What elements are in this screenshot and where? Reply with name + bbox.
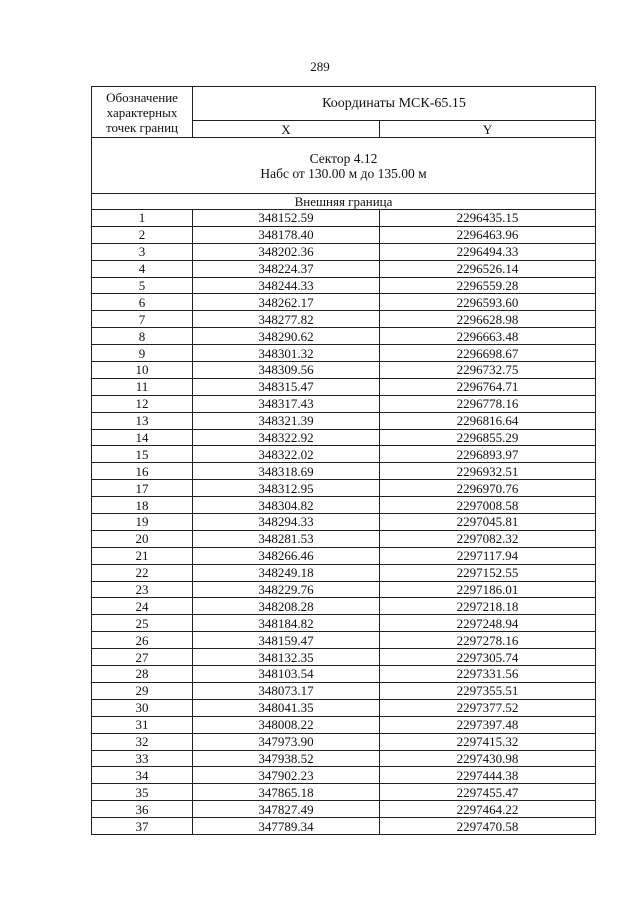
table-row: [92, 311, 596, 328]
table-row: [92, 581, 596, 598]
point-number-cell: 2: [92, 226, 193, 243]
point-number-cell: 18: [92, 497, 193, 514]
point-number-cell: 12: [92, 395, 193, 412]
point-number-cell: 16: [92, 463, 193, 480]
point-number-cell: 24: [92, 598, 193, 615]
x-coordinate-cell: 348184.82: [193, 615, 380, 632]
point-number-cell: 13: [92, 412, 193, 429]
y-coordinate-cell: 2297377.52: [380, 699, 596, 716]
point-number-cell: 27: [92, 649, 193, 666]
point-number-cell: 6: [92, 294, 193, 311]
x-coordinate-cell: 348244.33: [193, 277, 380, 294]
point-number-cell: 21: [92, 547, 193, 564]
x-coordinate-cell: 348262.17: [193, 294, 380, 311]
y-coordinate-cell: 2296970.76: [380, 480, 596, 497]
point-number-cell: 37: [92, 818, 193, 835]
y-coordinate-cell: 2296463.96: [380, 226, 596, 243]
table-row: [92, 294, 596, 311]
table-row: [92, 801, 596, 818]
x-coordinate-cell: 347973.90: [193, 733, 380, 750]
table-row: [92, 784, 596, 801]
x-coordinate-cell: 348266.46: [193, 547, 380, 564]
y-coordinate-cell: 2297186.01: [380, 581, 596, 598]
point-number-cell: 11: [92, 378, 193, 395]
x-coordinate-cell: 348208.28: [193, 598, 380, 615]
point-number-cell: 30: [92, 699, 193, 716]
point-number-cell: 5: [92, 277, 193, 294]
table-row: [92, 547, 596, 564]
y-coordinate-cell: 2296526.14: [380, 260, 596, 277]
x-coordinate-cell: 348309.56: [193, 362, 380, 379]
x-coordinate-cell: 348159.47: [193, 632, 380, 649]
x-coordinate-cell: 348249.18: [193, 564, 380, 581]
x-coordinate-cell: 348008.22: [193, 716, 380, 733]
table-row: [92, 564, 596, 581]
y-coordinate-cell: 2296628.98: [380, 311, 596, 328]
coordinates-header: Координаты МСК-65.15: [193, 87, 596, 121]
point-number-cell: 1: [92, 210, 193, 227]
table-row: [92, 210, 596, 227]
y-coordinate-cell: 2296435.15: [380, 210, 596, 227]
point-number-cell: 33: [92, 750, 193, 767]
table-row: [92, 666, 596, 683]
table-row: [92, 328, 596, 345]
y-coordinate-cell: 2297305.74: [380, 649, 596, 666]
y-coordinate-cell: 2296593.60: [380, 294, 596, 311]
point-number-cell: 15: [92, 446, 193, 463]
point-number-cell: 17: [92, 480, 193, 497]
table-row: [92, 818, 596, 835]
table-row: [92, 615, 596, 632]
y-coordinate-cell: 2297331.56: [380, 666, 596, 683]
point-number-cell: 20: [92, 530, 193, 547]
table-body: [92, 210, 596, 835]
point-number-cell: 26: [92, 632, 193, 649]
table-row: [92, 429, 596, 446]
x-coordinate-cell: 348132.35: [193, 649, 380, 666]
x-coordinate-cell: 348312.95: [193, 480, 380, 497]
table-row: [92, 514, 596, 531]
y-coordinate-cell: 2297008.58: [380, 497, 596, 514]
coordinates-table: [91, 86, 596, 835]
table-row: [92, 699, 596, 716]
x-coordinate-cell: 348202.36: [193, 243, 380, 260]
y-coordinate-cell: 2296663.48: [380, 328, 596, 345]
y-coordinate-cell: 2297117.94: [380, 547, 596, 564]
x-column-header: X: [193, 121, 380, 138]
sector-height-range: Набс от 130.00 м до 135.00 м: [260, 165, 427, 181]
x-coordinate-cell: 348318.69: [193, 463, 380, 480]
point-number-cell: 29: [92, 682, 193, 699]
y-column-header: Y: [380, 121, 596, 138]
x-coordinate-cell: 347938.52: [193, 750, 380, 767]
point-number-cell: 10: [92, 362, 193, 379]
point-number-cell: 9: [92, 345, 193, 362]
x-coordinate-cell: 348304.82: [193, 497, 380, 514]
table-row: [92, 446, 596, 463]
table-row: [92, 497, 596, 514]
point-number-cell: 3: [92, 243, 193, 260]
y-coordinate-cell: 2297415.32: [380, 733, 596, 750]
y-coordinate-cell: 2297045.81: [380, 514, 596, 531]
y-coordinate-cell: 2296732.75: [380, 362, 596, 379]
x-coordinate-cell: 348152.59: [193, 210, 380, 227]
page-number: 289: [310, 59, 330, 74]
table-row: [92, 632, 596, 649]
point-label-header: Обозначение характерных точек границ: [92, 87, 193, 138]
table-row: [92, 277, 596, 294]
point-number-cell: 7: [92, 311, 193, 328]
x-coordinate-cell: 348322.92: [193, 429, 380, 446]
x-coordinate-cell: 348317.43: [193, 395, 380, 412]
y-coordinate-cell: 2296932.51: [380, 463, 596, 480]
point-number-cell: 28: [92, 666, 193, 683]
y-coordinate-cell: 2297430.98: [380, 750, 596, 767]
y-coordinate-cell: 2297444.38: [380, 767, 596, 784]
point-number-cell: 31: [92, 716, 193, 733]
point-number-cell: 36: [92, 801, 193, 818]
y-coordinate-cell: 2296559.28: [380, 277, 596, 294]
y-coordinate-cell: 2297397.48: [380, 716, 596, 733]
x-coordinate-cell: 348322.02: [193, 446, 380, 463]
point-number-cell: 35: [92, 784, 193, 801]
table-row: [92, 530, 596, 547]
table-row: [92, 243, 596, 260]
y-coordinate-cell: 2296778.16: [380, 395, 596, 412]
boundary-caption: Внешняя граница: [92, 194, 596, 210]
y-coordinate-cell: 2296698.67: [380, 345, 596, 362]
table-row: [92, 345, 596, 362]
table-row: [92, 716, 596, 733]
y-coordinate-cell: 2297464.22: [380, 801, 596, 818]
sector-caption: [92, 138, 596, 194]
x-coordinate-cell: 347789.34: [193, 818, 380, 835]
x-coordinate-cell: 348290.62: [193, 328, 380, 345]
y-coordinate-cell: 2296764.71: [380, 378, 596, 395]
x-coordinate-cell: 348321.39: [193, 412, 380, 429]
table-row: [92, 649, 596, 666]
x-coordinate-cell: 348178.40: [193, 226, 380, 243]
table-row: [92, 480, 596, 497]
table-row: [92, 260, 596, 277]
x-coordinate-cell: 348103.54: [193, 666, 380, 683]
x-coordinate-cell: 348073.17: [193, 682, 380, 699]
point-number-cell: 23: [92, 581, 193, 598]
table-row: [92, 767, 596, 784]
x-coordinate-cell: 348229.76: [193, 581, 380, 598]
y-coordinate-cell: 2297470.58: [380, 818, 596, 835]
x-coordinate-cell: 348301.32: [193, 345, 380, 362]
table-row: [92, 395, 596, 412]
y-coordinate-cell: 2297355.51: [380, 682, 596, 699]
y-coordinate-cell: 2296893.97: [380, 446, 596, 463]
y-coordinate-cell: 2297455.47: [380, 784, 596, 801]
table-row: [92, 733, 596, 750]
x-coordinate-cell: 347902.23: [193, 767, 380, 784]
y-coordinate-cell: 2296855.29: [380, 429, 596, 446]
sector-title: Сектор 4.12: [309, 150, 378, 166]
y-coordinate-cell: 2296816.64: [380, 412, 596, 429]
y-coordinate-cell: 2297278.16: [380, 632, 596, 649]
y-coordinate-cell: 2297248.94: [380, 615, 596, 632]
point-number-cell: 19: [92, 514, 193, 531]
x-coordinate-cell: 348041.35: [193, 699, 380, 716]
x-coordinate-cell: 348224.37: [193, 260, 380, 277]
x-coordinate-cell: 348315.47: [193, 378, 380, 395]
table-row: [92, 463, 596, 480]
point-number-cell: 4: [92, 260, 193, 277]
x-coordinate-cell: 348277.82: [193, 311, 380, 328]
x-coordinate-cell: 348294.33: [193, 514, 380, 531]
table-row: [92, 598, 596, 615]
y-coordinate-cell: 2297218.18: [380, 598, 596, 615]
x-coordinate-cell: 347827.49: [193, 801, 380, 818]
point-number-cell: 34: [92, 767, 193, 784]
x-coordinate-cell: 348281.53: [193, 530, 380, 547]
table-row: [92, 378, 596, 395]
table-row: [92, 682, 596, 699]
point-number-cell: 8: [92, 328, 193, 345]
point-number-cell: 32: [92, 733, 193, 750]
point-number-cell: 14: [92, 429, 193, 446]
y-coordinate-cell: 2297152.55: [380, 564, 596, 581]
y-coordinate-cell: 2297082.32: [380, 530, 596, 547]
x-coordinate-cell: 347865.18: [193, 784, 380, 801]
table-row: [92, 226, 596, 243]
point-number-cell: 25: [92, 615, 193, 632]
table-row: [92, 412, 596, 429]
table-row: [92, 750, 596, 767]
table-row: [92, 362, 596, 379]
point-number-cell: 22: [92, 564, 193, 581]
y-coordinate-cell: 2296494.33: [380, 243, 596, 260]
